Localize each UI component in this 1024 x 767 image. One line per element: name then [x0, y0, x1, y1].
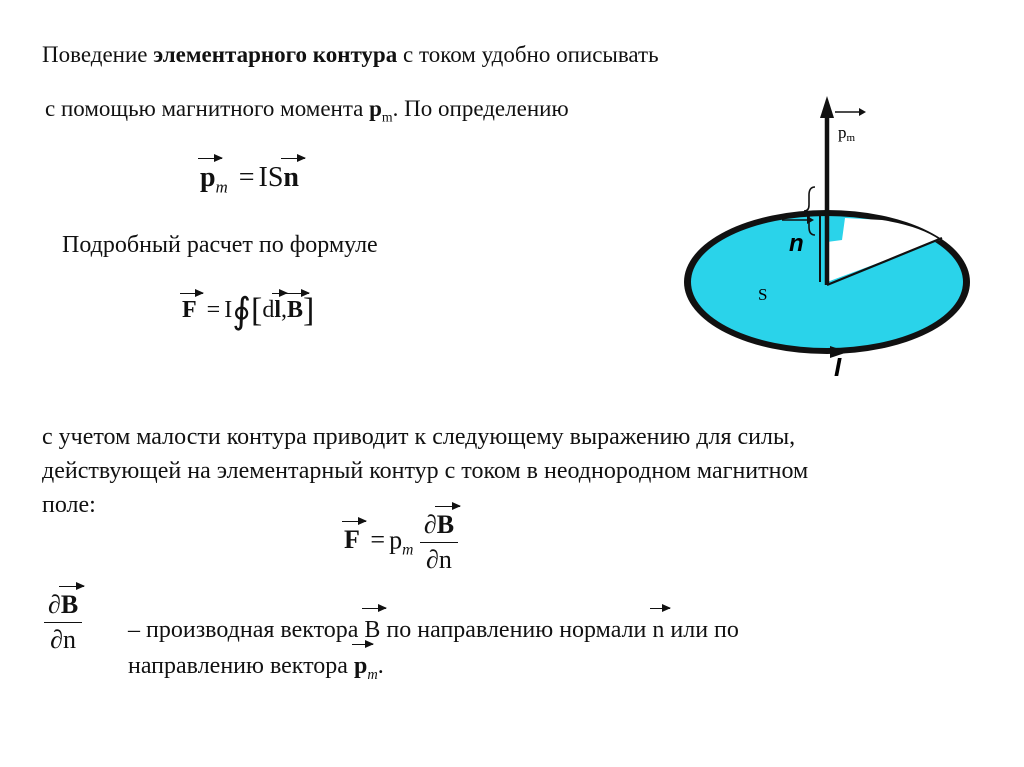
intro2-text-b: . По определению — [392, 96, 569, 121]
formula-force-integral — [182, 290, 314, 332]
deriv-n-inline: n — [652, 612, 664, 648]
pm-symbol: p — [369, 96, 382, 121]
formula3-p: p — [389, 525, 403, 555]
formula3-denominator: ∂n — [426, 545, 452, 574]
area-s-label: S — [758, 285, 768, 304]
formula1-is: IS — [258, 162, 284, 193]
formula-force-gradient — [344, 510, 458, 575]
deriv-b: B — [60, 590, 79, 619]
deriv-text-c: или по — [664, 617, 739, 643]
contour-integral-symbol: ∮ — [232, 291, 251, 331]
formula2-f: F — [182, 297, 197, 323]
derivative-description — [128, 612, 739, 693]
deriv-pm-sub: m — [367, 666, 378, 683]
formula3-sub: m — [402, 541, 414, 559]
intro2-text-a: с помощью магнитного момента — [45, 96, 370, 121]
formula2-comma: , — [280, 297, 287, 323]
current-i-label: I — [834, 352, 842, 380]
pm-label: pm — [838, 123, 856, 144]
deriv-text-a: – производная вектора — [128, 617, 365, 643]
intro-line-2 — [45, 96, 651, 126]
formula2-l: l — [274, 297, 281, 323]
deriv-partial: ∂ — [48, 590, 61, 619]
intro-bold-term: элементарного контура — [153, 42, 398, 67]
formula1-pm-sub: m — [215, 177, 228, 197]
formula3-fraction — [420, 510, 458, 575]
deriv-text-d: направлению вектора — [128, 653, 354, 679]
deriv-text-b: по направлению нормали — [380, 617, 653, 643]
derivative-fraction — [44, 590, 82, 655]
deriv-period: . — [377, 653, 384, 679]
detail-calc-line: Подробный расчет по формуле — [62, 232, 378, 258]
paragraph-line-1: с учетом малости контура приводит к следующему выражению для силы, — [42, 424, 796, 450]
formula1-pm: p — [200, 162, 216, 193]
pm-vector-head — [820, 96, 834, 118]
formula2-d: d — [262, 297, 275, 323]
intro-text-a: Поведение — [42, 42, 154, 67]
formula3-partial: ∂ — [423, 510, 437, 539]
formula3-equals: = — [370, 525, 386, 555]
pm-label-arrow-head — [859, 108, 866, 116]
formula3-f: F — [344, 525, 360, 555]
formula2-equals: = — [206, 297, 221, 323]
formula3-b: B — [436, 510, 455, 539]
formula1-n: n — [283, 162, 299, 193]
deriv-pm: p — [354, 648, 367, 684]
pm-subscript: m — [381, 109, 393, 125]
deriv-desc-line-1 — [128, 612, 739, 648]
formula2-i: I — [224, 297, 233, 323]
current-loop-diagram — [670, 90, 990, 380]
deriv-b-inline: B — [364, 612, 380, 648]
paragraph-line-3: поле: — [42, 492, 96, 518]
formula2-rbracket: ] — [303, 292, 315, 329]
formula-magnetic-moment — [200, 162, 299, 198]
formula1-equals: = — [238, 162, 255, 193]
force-paragraph — [42, 420, 808, 522]
formula2-lbracket: [ — [250, 292, 263, 329]
intro-text-b: с током удобно описывать — [397, 42, 659, 67]
deriv-denominator: ∂n — [50, 625, 77, 654]
paragraph-line-2: действующей на элементарный контур с током в неоднородном магнитном — [42, 458, 809, 484]
formula2-b: B — [286, 297, 303, 323]
deriv-desc-line-2 — [128, 648, 739, 693]
intro-line-1 — [42, 42, 659, 68]
n-label: n — [789, 230, 804, 257]
